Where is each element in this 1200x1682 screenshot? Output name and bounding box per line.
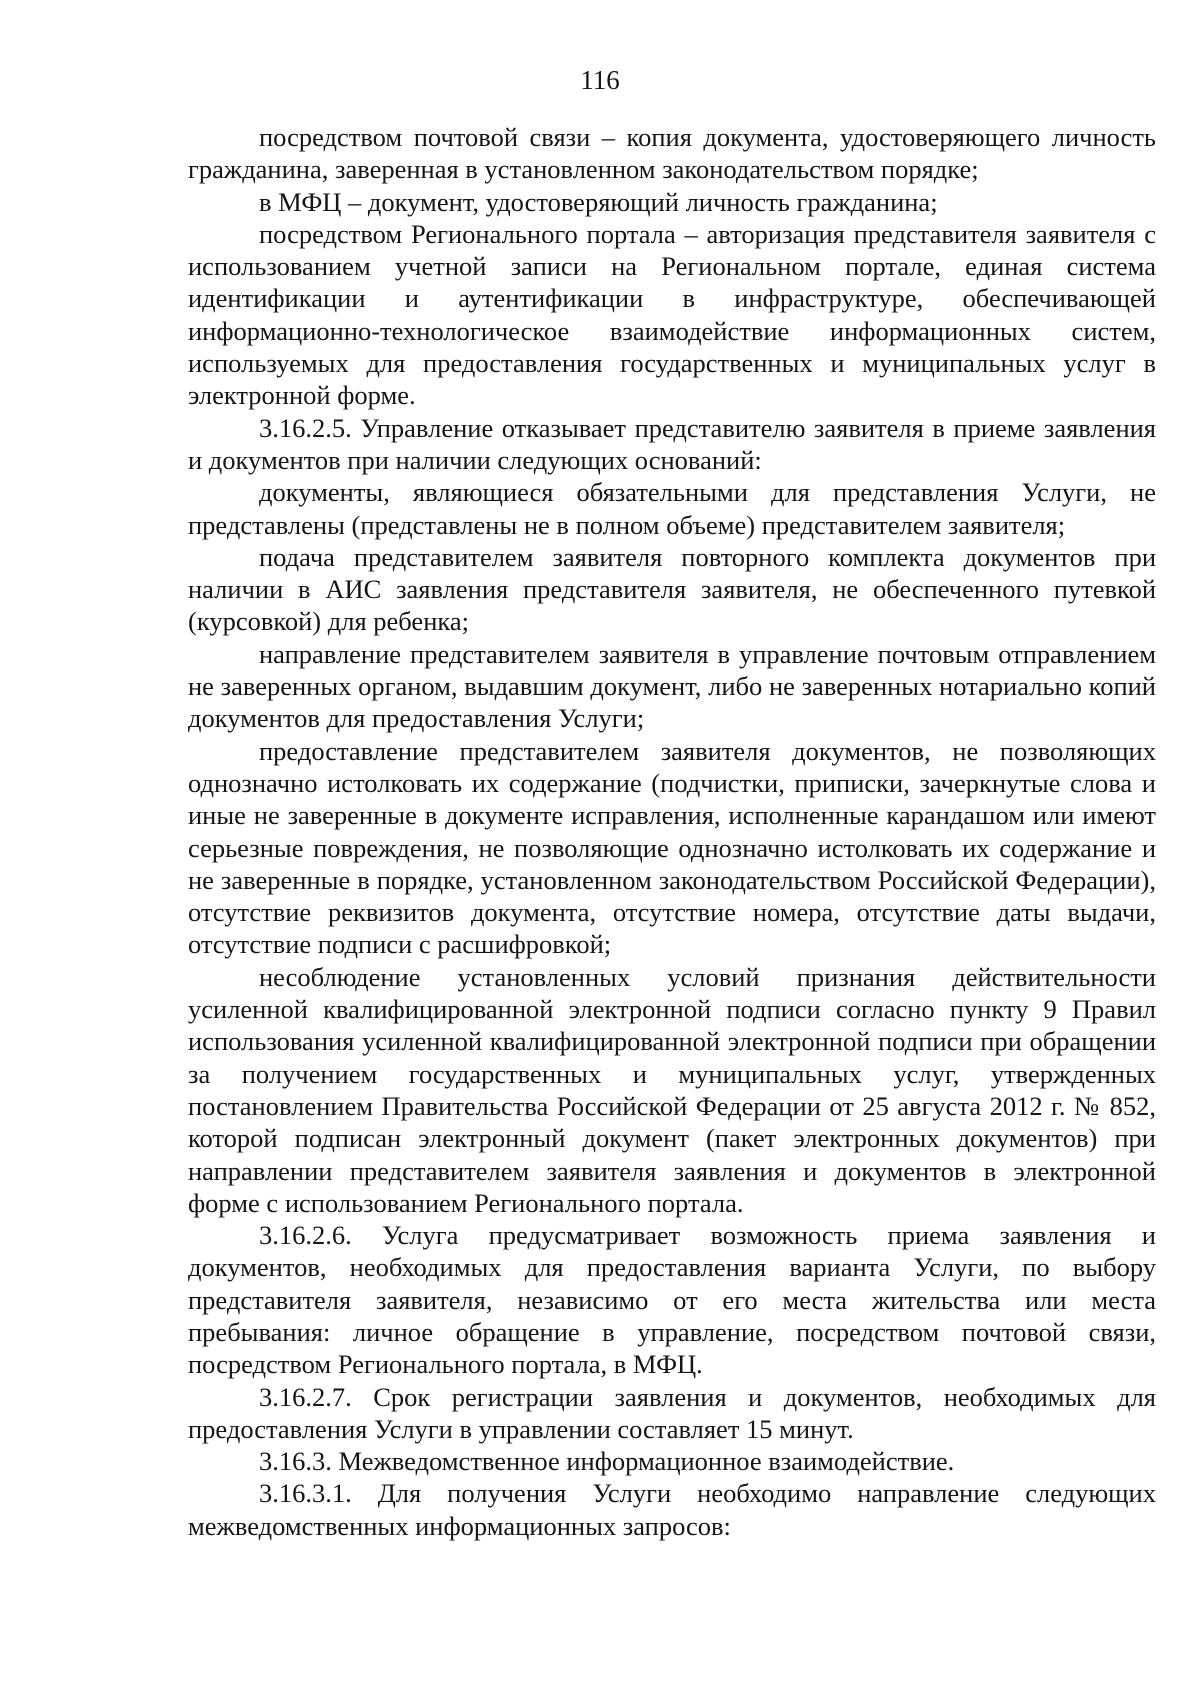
page-number: 116 [580,65,620,95]
paragraph: 3.16.2.6. Услуга предусматривает возможность приема заявления и документов, необходимых для предоставления варианта Услуги, по выбору представителя заявителя, независимо от его места жительства или места пребывания: личное обращение в управление, посредством почтовой связи, посредством Регионального портала, в МФЦ. [188,1220,1156,1380]
paragraph: посредством Регионального портала – авторизация представителя заявителя с использованием учетной записи на Региональном портале, единая система идентификации и аутентификации в инфраструктуре, обеспечивающей информационно-технологическое взаимодействие информационных систем, используемых для предоставления государственных и муниципальных услуг в электронной форме. [188,218,1156,411]
paragraph: 3.16.2.7. Срок регистрации заявления и документов, необходимых для предоставления Услуги в управлении составляет 15 минут. [188,1381,1156,1444]
document-body [188,121,1156,1542]
paragraph: в МФЦ – документ, удостоверяющий личность гражданина; [259,186,938,217]
paragraph: 3.16.2.5. Управление отказывает представителю заявителя в приеме заявления и документов при наличии следующих оснований: [188,412,1156,475]
paragraph: предоставление представителем заявителя документов, не позволяющих однозначно истолковать их содержание (подчистки, приписки, зачеркнутые слова и иные не заверенные в документе исправления, исполненные карандашом или имеют серьезные повреждения, не позволяющие однозначно истолковать их содержание и не заверенные в порядке, установленном законодательством Российской Федерации), отсутствие реквизитов документа, отсутствие номера, отсутствие даты выдачи, отсутствие подписи с расшифровкой; [188,735,1156,960]
paragraph: документы, являющиеся обязательными для представления Услуги, не представлены (представлены не в полном объеме) представителем заявителя; [188,477,1156,540]
paragraph: несоблюдение установленных условий признания действительности усиленной квалифицированной электронной подписи согласно пункту 9 Правил использования усиленной квалифицированной электронной подписи при обращении за получением государственных и муниципальных услуг, утвержденных постановлением Правительства Российской Федерации от 25 августа 2012 г. № 852, которой подписан электронный документ (пакет электронных документов) при направлении представителем заявителя заявления и документов в электронной форме с использованием Регионального портала. [188,961,1156,1218]
paragraph: направление представителем заявителя в управление почтовым отправлением не заверенных органом, выдавшим документ, либо не заверенных нотариально копий документов для предоставления Услуги; [188,638,1156,734]
paragraph: 3.16.3.1. Для получения Услуги необходимо направление следующих межведомственных информационных запросов: [188,1478,1156,1541]
paragraph: 3.16.3. Межведомственное информационное взаимодействие. [259,1446,955,1477]
paragraph: посредством почтовой связи – копия документа, удостоверяющего личность гражданина, заверенная в установленном законодательством порядке; [188,122,1156,185]
paragraph: подача представителем заявителя повторного комплекта документов при наличии в АИС заявления представителя заявителя, не обеспеченного путевкой (курсовкой) для ребенка; [188,541,1156,637]
